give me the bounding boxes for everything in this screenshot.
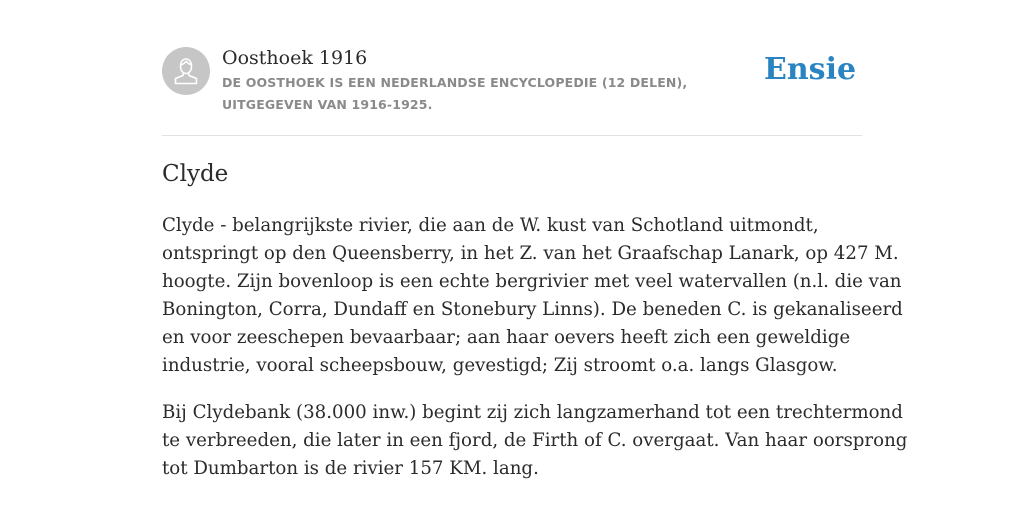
text-line: industrie, vooral scheepsbouw, gevestigd; Zij stroomt o.a. langs Glasgow. <box>162 355 838 376</box>
article-paragraph <box>162 399 908 483</box>
article-paragraph <box>162 212 903 380</box>
text-line: Clyde - belangrijkste rivier, die aan de W. kust van Schotland uitmondt, <box>162 215 819 236</box>
source-avatar[interactable] <box>162 47 210 95</box>
ensie-logo-link[interactable]: Ensie <box>764 52 857 87</box>
source-description: DE OOSTHOEK IS EEN NEDERLANDSE ENCYCLOPEDIE (12 DELEN), UITGEGEVEN VAN 1916-1925. <box>222 75 688 112</box>
article-title: Clyde <box>162 161 229 187</box>
article-body <box>162 212 908 502</box>
text-line: en voor zeeschepen bevaarbaar; aan haar oevers heeft zich een geweldige <box>162 327 851 348</box>
text-line: te verbreeden, die later in een fjord, de Firth of C. overgaat. Van haar oorsprong <box>162 430 908 451</box>
text-line: hoogte. Zijn bovenloop is een echte bergrivier met veel watervallen (n.l. die van <box>162 271 902 292</box>
text-line: ontspringt op den Queensberry, in het Z. van het Graafschap Lanark, op 427 M. <box>162 243 899 264</box>
header-divider <box>162 135 862 136</box>
text-line: tot Dumbarton is de rivier 157 KM. lang. <box>162 458 539 479</box>
text-line: Bij Clydebank (38.000 inw.) begint zij zich langzamerhand tot een trechtermond <box>162 402 903 423</box>
source-name[interactable]: Oosthoek 1916 <box>222 47 368 69</box>
source-header <box>162 46 862 136</box>
user-icon <box>162 47 210 95</box>
text-line: Bonington, Corra, Dundaff en Stonebury Linns). De beneden C. is gekanaliseerd <box>162 299 903 320</box>
